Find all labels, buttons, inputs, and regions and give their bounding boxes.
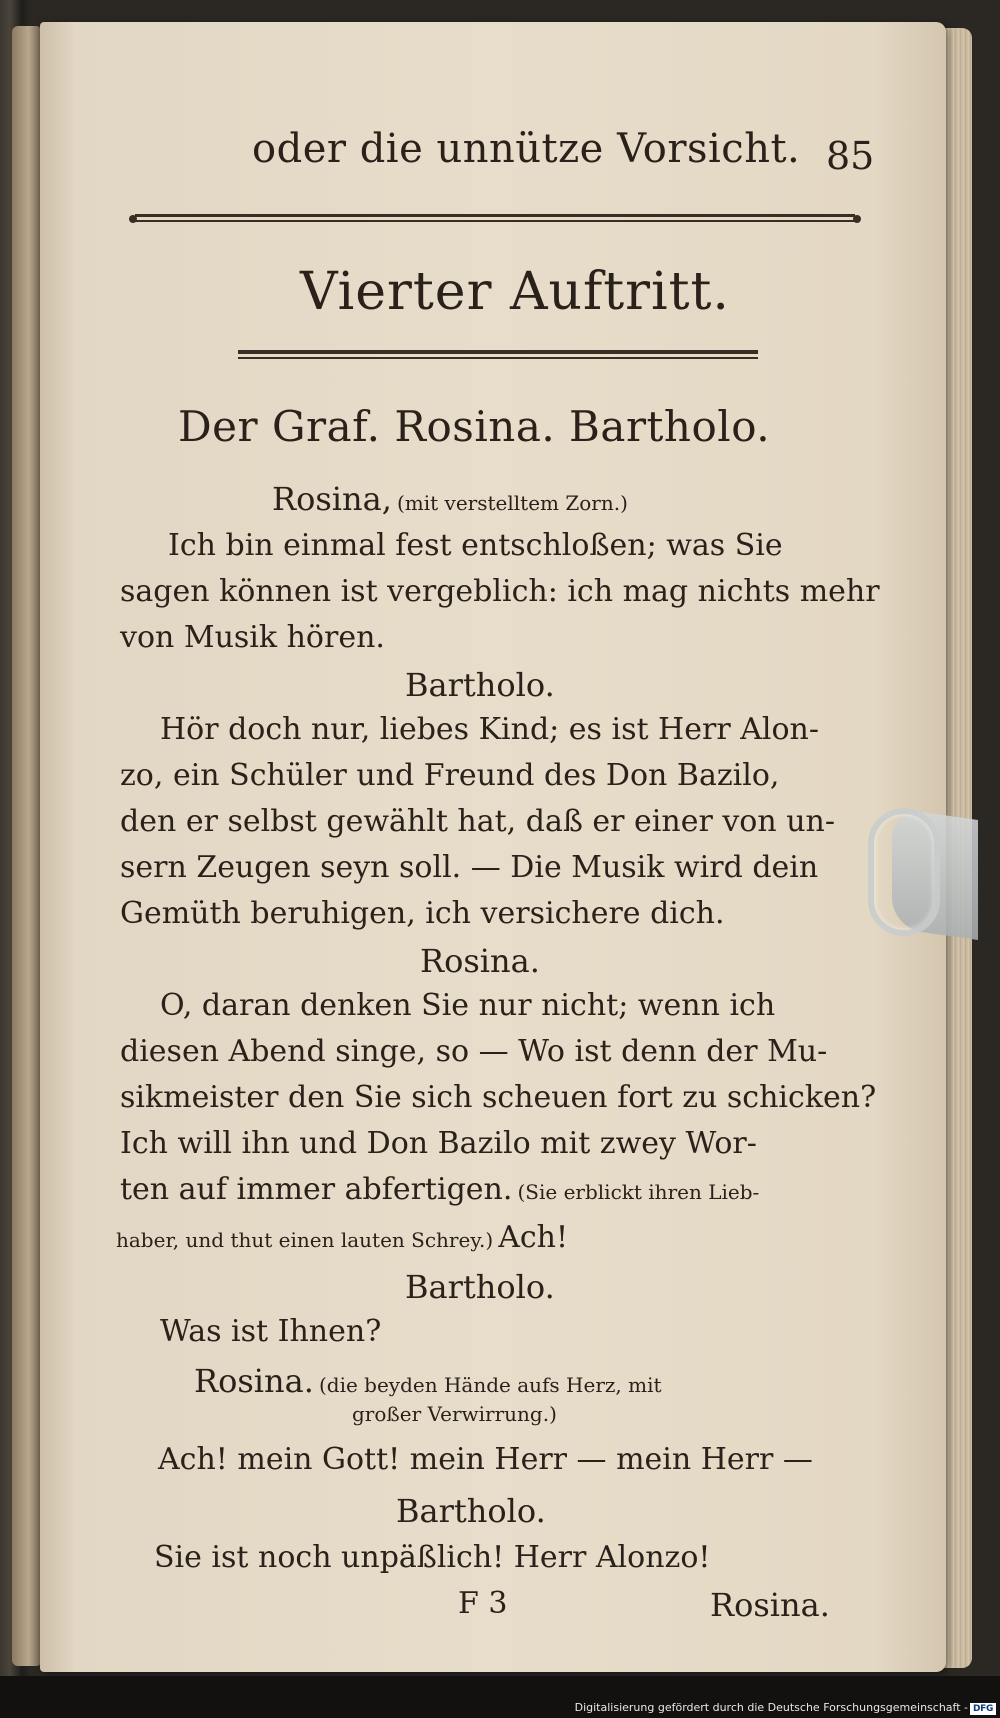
credit-band: [0, 1676, 1000, 1718]
text-line: Was ist Ihnen?: [160, 1314, 382, 1349]
text-line: zo, ein Schüler und Freund des Don Bazilo,: [120, 758, 780, 793]
clip-loop: [868, 808, 940, 936]
scene-title: Vierter Auftritt.: [300, 262, 730, 322]
speaker-name: Rosina,: [272, 480, 392, 518]
speaker-name: Rosina.: [194, 1362, 314, 1400]
stage-direction: (die beyden Hände aufs Herz, mit: [318, 1373, 662, 1397]
catchword: Rosina.: [710, 1586, 830, 1624]
header-rule: [135, 214, 855, 224]
text-segment: Ach!: [498, 1220, 569, 1255]
speaker-bartholo: Bartholo.: [396, 1492, 546, 1530]
scene-rule: [238, 350, 758, 362]
text-line: von Musik hören.: [120, 620, 385, 655]
stage-direction: großer Verwirrung.): [352, 1402, 557, 1426]
speaker-rosina: [272, 480, 628, 518]
text-line: Ich will ihn und Don Bazilo mit zwey Wor-: [120, 1126, 757, 1161]
funding-credit: Digitalisierung gefördert durch die Deutsche Forschungsgemeinschaft -: [574, 1701, 968, 1714]
text-line: diesen Abend singe, so — Wo ist denn der Mu-: [120, 1034, 828, 1069]
text-line: sern Zeugen seyn soll. — Die Musik wird dein: [120, 850, 819, 885]
left-page-edge: [12, 26, 42, 1666]
speaker-bartholo: Bartholo.: [405, 1268, 555, 1306]
text-segment: ten auf immer abfertigen.: [120, 1172, 513, 1207]
page-clip: [868, 808, 978, 958]
speaker-rosina: [194, 1362, 662, 1400]
stage-direction: (mit verstelltem Zorn.): [396, 491, 628, 515]
dfg-logo: DFG: [970, 1703, 996, 1715]
stage-direction: (Sie erblickt ihren Lieb-: [517, 1180, 760, 1204]
text-line: Ich bin einmal fest entschloßen; was Sie: [168, 528, 783, 563]
text-line: Hör doch nur, liebes Kind; es ist Herr Alon-: [160, 712, 819, 747]
text-line: Gemüth beruhigen, ich versichere dich.: [120, 896, 725, 931]
signature-mark: F 3: [458, 1586, 508, 1621]
text-line: sagen können ist vergeblich: ich mag nichts mehr: [120, 574, 880, 609]
text-line: Sie ist noch unpäßlich! Herr Alonzo!: [154, 1540, 711, 1575]
text-line: O, daran denken Sie nur nicht; wenn ich: [160, 988, 776, 1023]
text-line: [116, 1220, 568, 1255]
stage-direction: haber, und thut einen lauten Schrey.): [116, 1228, 494, 1252]
speaker-rosina: Rosina.: [420, 942, 540, 980]
characters-list: Der Graf. Rosina. Bartholo.: [178, 402, 771, 451]
speaker-bartholo: Bartholo.: [405, 666, 555, 704]
text-line: sikmeister den Sie sich scheuen fort zu schicken?: [120, 1080, 877, 1115]
text-line: [120, 1172, 759, 1207]
running-title: oder die unnütze Vorsicht.: [252, 126, 801, 172]
page-number: 85: [826, 134, 875, 178]
text-line: den er selbst gewählt hat, daß er einer von un-: [120, 804, 835, 839]
text-line: Ach! mein Gott! mein Herr — mein Herr —: [158, 1442, 813, 1477]
